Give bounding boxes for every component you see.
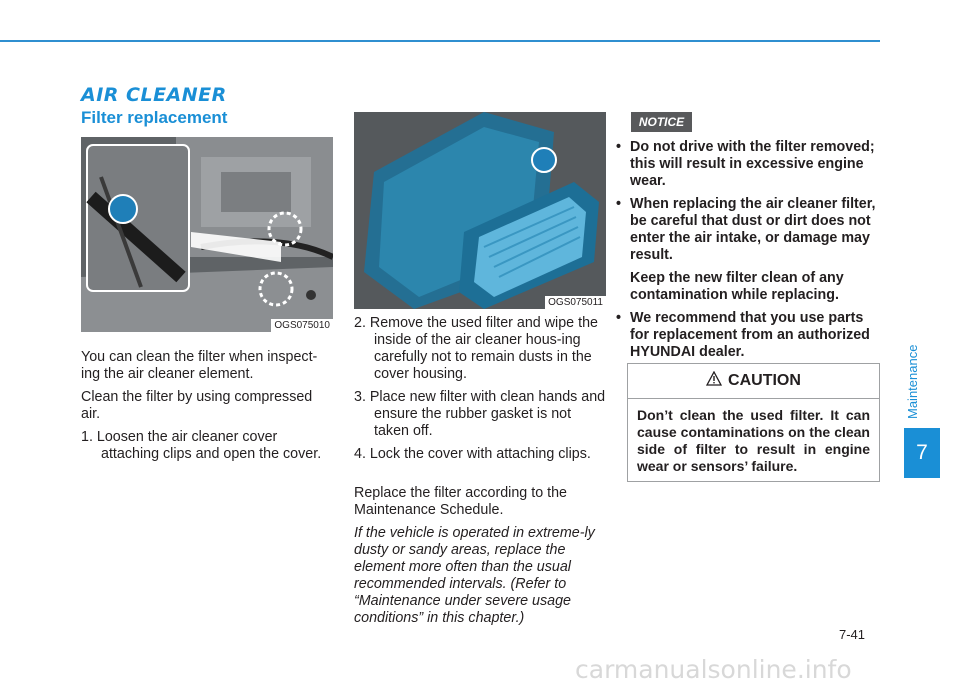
notice-bullet-2-sub: Keep the new filter clean of any contamination while replacing.: [630, 270, 844, 303]
middle-text-column: [354, 315, 606, 633]
engine-photo-illustration: [81, 137, 333, 332]
photo-air-cleaner-clips: [81, 137, 333, 332]
notice-bullet-3: • We recommend that you use parts for replacement from an authorized HYUNDAI dealer.: [611, 310, 881, 361]
paragraph-compressed-air: Clean the filter by using compressed air.: [81, 389, 313, 422]
top-rule: [0, 40, 880, 42]
section-title: AIR CLEANER: [81, 84, 227, 106]
step-1: 1. Loosen the air cleaner cover attaching clips and open the cover.: [81, 429, 322, 462]
paragraph-inspect: You can clean the filter when inspect-ing the air cleaner element.: [81, 349, 318, 382]
caution-box: [627, 363, 880, 482]
step-3: 3. Place new filter with clean hands and ensure the rubber gasket is not taken off.: [354, 389, 606, 439]
photo-air-cleaner-filter: [354, 112, 606, 309]
caution-title: CAUTION: [728, 372, 801, 389]
notice-bullets: [611, 139, 881, 367]
caution-header: [628, 364, 879, 399]
step-2: 2. Remove the used filter and wipe the inside of the air cleaner hous-ing carefully not to remain dusts in the cover housing.: [354, 315, 598, 382]
side-tab-label: Maintenance: [905, 344, 920, 419]
caution-body: Don’t clean the used filter. It can cause contaminations on the clean side of filter to result in engine wear or sensors’ failure.: [637, 407, 870, 474]
notice-bullet-1: • Do not drive with the filter removed; this will result in excessive engine wear.: [611, 139, 881, 190]
sub-title: Filter replacement: [81, 108, 228, 127]
page-number: 7-41: [839, 627, 866, 642]
step-4: 4. Lock the cover with attaching clips.: [354, 446, 591, 462]
filter-photo-illustration: [354, 112, 606, 309]
left-text-column: [81, 349, 333, 469]
watermark: carmanualsonline.info: [575, 655, 852, 684]
italic-note: If the vehicle is operated in extreme-ly dusty or sandy areas, replace the element more often than the usual recommended intervals. (Refer to “Maintenance under severe usage conditions” in this chapter.): [354, 525, 595, 626]
paragraph-replace: Replace the filter according to the Maintenance Schedule.: [354, 485, 567, 518]
photo-code-left: OGS075010: [271, 319, 333, 332]
chapter-tab: 7: [904, 428, 940, 478]
notice-badge: NOTICE: [631, 112, 692, 132]
notice-bullet-2: • When replacing the air cleaner filter, be careful that dust or dirt does not enter the air intake, or damage may result.: [611, 196, 881, 264]
photo-code-middle: OGS075011: [545, 296, 606, 309]
warning-triangle-icon: [706, 371, 722, 386]
